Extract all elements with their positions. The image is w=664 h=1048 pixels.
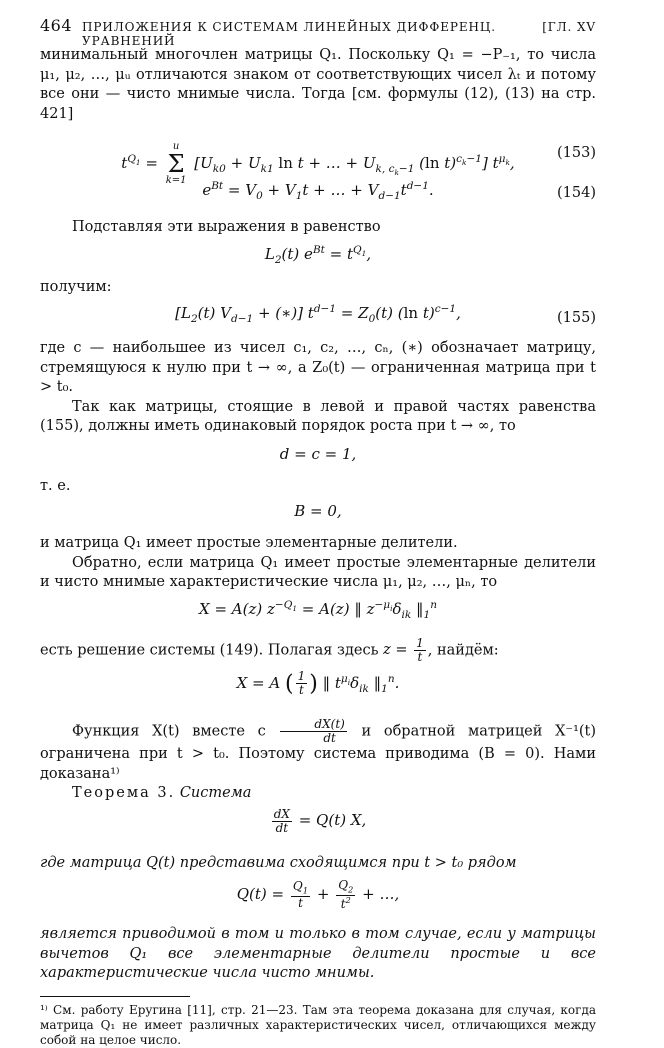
page — [40, 16, 596, 1048]
equation-system: $\frac{dX}{dt}$ = Q(t) X, — [273, 806, 367, 835]
paragraph-9: есть решение системы (149). Полагая здесь z = $\frac{1}{t}$ , найдём: — [40, 635, 499, 664]
paragraph-5: Так как матрицы, стоящие в левой и правой частях равенства (155), должны иметь одинаковый порядок роста при t → ∞, то — [40, 398, 596, 434]
equation-155-number: (155) — [557, 310, 596, 326]
equation-154-number: (154) — [557, 185, 596, 201]
paragraph-2: Подставляя эти выражения в равенство — [72, 219, 381, 235]
theorem-word: Система — [179, 785, 252, 802]
theorem-3-statement: является приводимой в том и только в том случае, если у матрицы вычетов Q₁ все элементарные делители простые и все характеристические числа чисто мнимы. — [40, 926, 596, 982]
paragraph-6: т. е. — [40, 477, 71, 494]
equation-x-at: X = A ( $\frac{1}{t}$ ) ‖ $t^{\mu_i}\delta_{ik}$ $‖_1^n$. — [236, 668, 400, 698]
theorem-3-heading — [40, 784, 596, 804]
footnote: ¹⁾ См. работу Еругина [11], стр. 21—23. Там эта теорема доказана для случая, когда матрица Q₁ не имеет различных характеристических чисел, отличающихся между собой на целое число. — [40, 1002, 596, 1047]
equation-x-az: X = A(z) $z^{-Q_1} = A(z)$ ‖ $z^{-\mu_i}\delta_{ik}$ $‖_1^n$ — [199, 598, 437, 621]
equation-b-0: B = 0, — [294, 502, 342, 520]
paragraph-9-start: есть решение системы (149). Полагая здесь — [40, 642, 379, 659]
paragraph-9-end: , найдём: — [427, 642, 499, 659]
equation-154: $e^{Bt} = V_0 + V_1t$ + … + $V_{d-1}t^{d-1}$. (154) — [202, 180, 596, 202]
equation-153-number: (153) — [557, 145, 596, 161]
paragraph-4: где c — наибольшее из чисел c₁, c₂, …, cₙ, (∗) обозначает матрицу, стремящуюся к нулю при t → ∞, а Z₀(t) — ограниченная матрица при t > t₀. — [40, 340, 596, 395]
paragraph-10-end: и обратной матрицей X⁻¹(t) ограничена при t > t₀. Поэтому система приводима (B = 0). Нами доказана¹⁾ — [40, 723, 597, 782]
paragraph-7: и матрица Q₁ имеет простые элементарные делители. — [40, 535, 458, 551]
paragraph-10: Функция X(t) вместе с $\frac{dX(t)}{dt}$ и обратной матрицей X⁻¹(t) ограничена при t > t₀. Поэтому система приводима (B = 0). Нами доказана¹⁾ — [40, 716, 597, 782]
theorem-label: Теорема 3. — [72, 785, 176, 802]
paragraph-10-start: Функция X(t) вместе с — [72, 723, 266, 740]
equation-substitution: $L_2(t) e^{Bt} = t^{Q_1}$, — [264, 243, 372, 266]
equation-153: $t^{Q_1}$ = u Σ k=1 [$U_{k0} + U_{k1}$ ln t + … + $U_{k, c_k-1}$ (ln t)$^{c_k-1}$] $t^{\mu_k}$, (153) — [121, 141, 596, 186]
chapter-label: [ГЛ. XV — [542, 20, 596, 34]
paragraph-1: минимальный многочлен матрицы Q₁. Поскольку Q₁ = −P₋₁, то числа μ₁, μ₂, …, μᵤ отличаются знаком от соответствующих чисел λₜ и потому все они — чисто мнимые числа. Тогда [см. формулы (12), (13) на стр. 421] — [40, 47, 596, 122]
equation-d-c-1: d = c = 1, — [279, 444, 357, 463]
running-header — [40, 16, 596, 48]
equation-series: Q(t) = $\frac{Q_1}{t}$ + $\frac{Q_2}{t^2}$ + …, — [236, 878, 400, 911]
paragraph-3: получим: — [40, 278, 112, 295]
page-number: 464 — [40, 16, 73, 35]
running-title: ПРИЛОЖЕНИЯ К СИСТЕМАМ ЛИНЕЙНЫХ ДИФФЕРЕНЦ. УРАВНЕНИЙ — [82, 20, 496, 48]
paragraph-11: где матрица Q(t) представима сходящимся при t > t₀ рядом — [40, 854, 517, 871]
footnote-rule — [40, 996, 190, 997]
paragraph-8: Обратно, если матрица Q₁ имеет простые элементарные делители и чисто мнимые характеристические числа μ₁, μ₂, …, μₙ, то — [40, 554, 596, 590]
equation-155: [$L_2(t) V_{d-1}$ + (∗)] $t^{d-1} = Z_0(t)$ (ln t)$^{c-1}$, (155) — [175, 303, 596, 326]
